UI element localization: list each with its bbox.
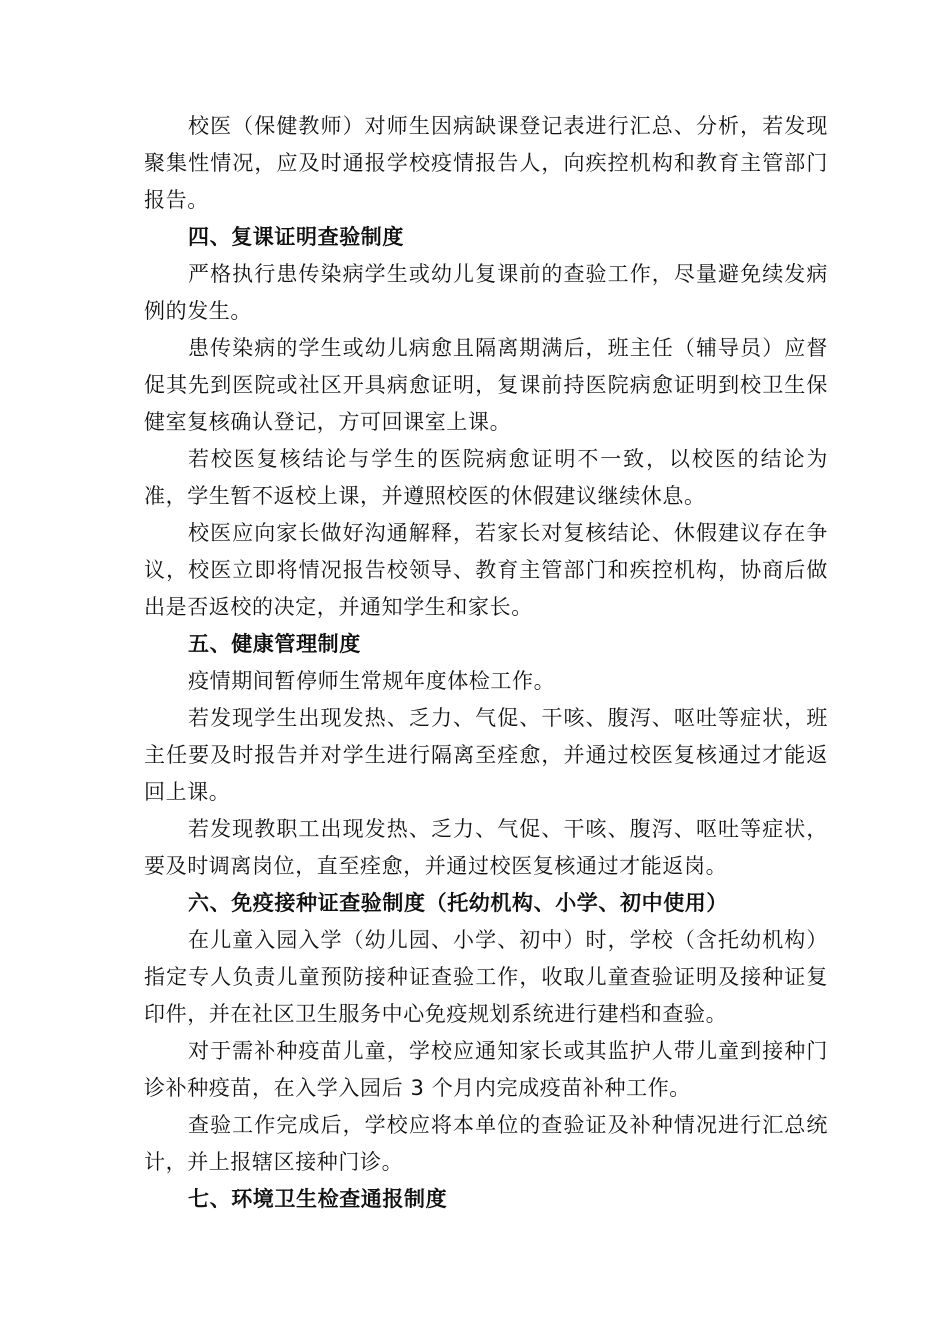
- paragraph: 在儿童入园入学（幼儿园、小学、初中）时，学校（含托幼机构）指定专人负责儿童预防接种证查验工作，收取儿童查验证明及接种证复印件，并在社区卫生服务中心免疫规划系统进行建档和查验。: [144, 928, 828, 1026]
- section-heading: 五、健康管理制度: [188, 632, 361, 656]
- document-body: [144, 108, 828, 1218]
- paragraph: 校医（保健教师）对师生因病缺课登记表进行汇总、分析，若发现聚集性情况，应及时通报学校疫情报告人，向疾控机构和教育主管部门报告。: [144, 114, 828, 212]
- paragraph: 对于需补种疫苗儿童，学校应通知家长或其监护人带儿童到接种门诊补种疫苗，在入学入园后 3 个月内完成疫苗补种工作。: [144, 1039, 828, 1100]
- paragraph: 严格执行患传染病学生或幼儿复课前的查验工作，尽量避免续发病例的发生。: [144, 262, 828, 323]
- paragraph: 若校医复核结论与学生的医院病愈证明不一致，以校医的结论为准，学生暂不返校上课，并遵照校医的休假建议继续休息。: [144, 447, 828, 508]
- section-heading: 七、环境卫生检查通报制度: [188, 1187, 448, 1211]
- paragraph: 查验工作完成后，学校应将本单位的查验证及补种情况进行汇总统计，并上报辖区接种门诊。: [144, 1113, 828, 1174]
- paragraph: 若发现教职工出现发热、乏力、气促、干咳、腹泻、呕吐等症状，要及时调离岗位，直至痊愈，并通过校医复核通过才能返岗。: [144, 817, 828, 878]
- paragraph: 若发现学生出现发热、乏力、气促、干咳、腹泻、呕吐等症状，班主任要及时报告并对学生进行隔离至痊愈，并通过校医复核通过才能返回上课。: [144, 706, 828, 804]
- paragraph: 疫情期间暂停师生常规年度体检工作。: [188, 669, 556, 693]
- section-heading: 六、免疫接种证查验制度（托幼机构、小学、初中使用）: [188, 891, 728, 915]
- section-heading: 四、复课证明查验制度: [188, 225, 404, 249]
- paragraph: 校医应向家长做好沟通解释，若家长对复核结论、休假建议存在争议，校医立即将情况报告校领导、教育主管部门和疾控机构，协商后做出是否返校的决定，并通知学生和家长。: [144, 521, 828, 619]
- paragraph: 患传染病的学生或幼儿病愈且隔离期满后，班主任（辅导员）应督促其先到医院或社区开具病愈证明，复课前持医院病愈证明到校卫生保健室复核确认登记，方可回课室上课。: [144, 336, 828, 434]
